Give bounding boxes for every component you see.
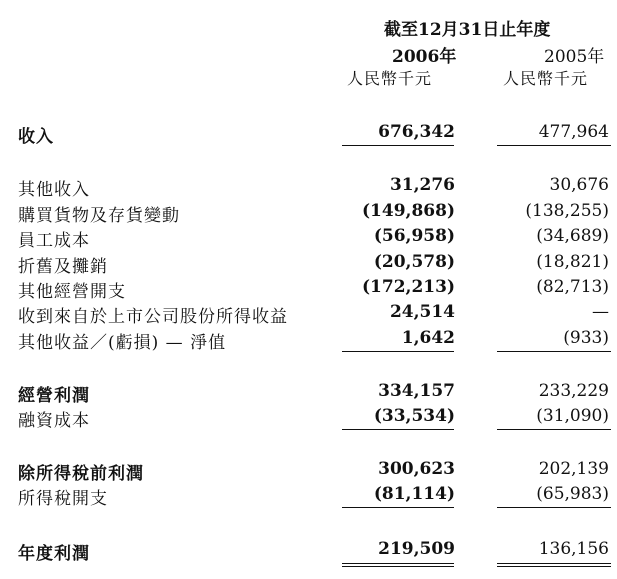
row-staff-costs (0, 226, 617, 250)
row-profit-for-year (0, 539, 617, 563)
double-rule (497, 563, 611, 564)
row-operating-profit (0, 381, 617, 405)
value-2005: (34,689) (536, 226, 609, 246)
row-other-expenses (0, 277, 617, 301)
double-rule (497, 566, 611, 567)
row-label: 年度利潤 (18, 544, 90, 564)
rule (342, 507, 454, 508)
row-finance-costs (0, 406, 617, 430)
value-2005: 477,964 (538, 122, 609, 142)
unit-2006-heading: 人民幣千元 (347, 69, 433, 88)
value-2006: 676,342 (378, 122, 455, 142)
value-2005: 30,676 (549, 175, 609, 195)
value-2006: (172,213) (362, 277, 455, 297)
row-label: 其他經營開支 (18, 282, 126, 302)
value-2006: (149,868) (362, 201, 455, 221)
value-2006: 219,509 (378, 539, 455, 559)
row-label: 收入 (18, 127, 54, 147)
value-2005: 136,156 (538, 539, 609, 559)
value-2006: (81,114) (373, 484, 455, 504)
value-2005: (933) (563, 328, 609, 348)
row-label: 其他收入 (18, 180, 90, 200)
double-rule (342, 563, 454, 564)
value-2005: (31,090) (536, 406, 609, 426)
value-2005: (82,713) (536, 277, 609, 297)
double-rule (342, 566, 454, 567)
rule (342, 351, 454, 352)
row-label: 其他收益／(虧損) — 淨值 (18, 333, 227, 353)
rule (497, 429, 611, 430)
value-2006: 31,276 (389, 175, 455, 195)
value-2005: 202,139 (538, 459, 609, 479)
value-2005: 233,229 (538, 381, 609, 401)
rule (497, 145, 611, 146)
row-label: 折舊及攤銷 (18, 257, 108, 277)
row-label: 除所得稅前利潤 (18, 464, 144, 484)
row-purchases (0, 201, 617, 225)
rule (342, 429, 454, 430)
value-2006: (33,534) (373, 406, 455, 426)
row-other-income (0, 175, 617, 199)
value-2006: 300,623 (378, 459, 455, 479)
rule (342, 145, 454, 146)
row-profit-before-tax (0, 459, 617, 483)
year-2006-heading: 2006年 (392, 47, 457, 67)
row-label: 購買貨物及存貨變動 (18, 206, 180, 226)
row-revenue (0, 122, 617, 146)
value-2005: (65,983) (536, 484, 609, 504)
row-label: 融資成本 (18, 411, 90, 431)
rule (497, 351, 611, 352)
value-2006: (20,578) (373, 252, 455, 272)
row-income-tax (0, 484, 617, 508)
value-2005: (18,821) (536, 252, 609, 272)
row-label: 所得稅開支 (18, 489, 108, 509)
row-label: 員工成本 (18, 231, 90, 251)
row-other-gains (0, 328, 617, 352)
period-heading: 截至12月31日止年度 (384, 20, 551, 40)
value-2006: 334,157 (378, 381, 455, 401)
row-label: 經營利潤 (18, 386, 90, 406)
year-2005-heading: 2005年 (544, 47, 605, 67)
value-2005: (138,255) (525, 201, 609, 221)
row-label: 收到來自於上市公司股份所得收益 (18, 307, 288, 327)
row-depreciation (0, 252, 617, 276)
value-2005: — (592, 302, 609, 322)
unit-2005-heading: 人民幣千元 (503, 69, 589, 88)
row-share-gain (0, 302, 617, 326)
value-2006: 24,514 (389, 302, 455, 322)
value-2006: (56,958) (373, 226, 455, 246)
value-2006: 1,642 (401, 328, 455, 348)
rule (497, 507, 611, 508)
